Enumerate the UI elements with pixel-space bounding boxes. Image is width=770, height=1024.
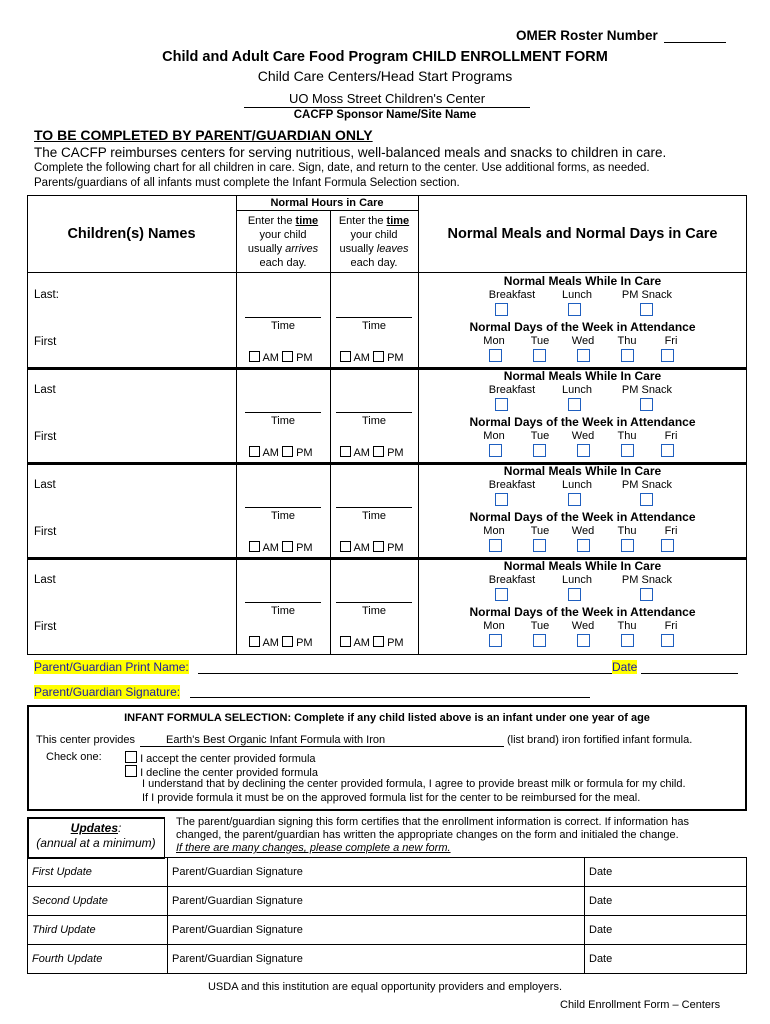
day-label: Mon xyxy=(483,620,505,632)
meals-title: Normal Meals While In Care xyxy=(503,464,662,478)
arrive-pm-checkbox[interactable] xyxy=(282,351,293,362)
site-name-field[interactable]: UO Moss Street Children's Center xyxy=(244,91,530,108)
day-label: Fri xyxy=(664,335,678,347)
brand-suffix: (list brand) iron fortified infant formula. xyxy=(507,734,693,746)
arrive-pm-checkbox[interactable] xyxy=(282,636,293,647)
arrive-time-label: Time xyxy=(270,605,296,617)
arrive-am-checkbox[interactable] xyxy=(249,351,260,362)
meal-label: PM Snack xyxy=(621,289,673,301)
day-label: Fri xyxy=(664,620,678,632)
meal-label: Lunch xyxy=(562,384,592,396)
meal-checkbox[interactable] xyxy=(568,588,581,601)
parent-signature-field[interactable] xyxy=(190,697,590,698)
date-field[interactable] xyxy=(641,673,738,674)
day-label: Mon xyxy=(483,525,505,537)
child-last-label: Last xyxy=(34,384,56,396)
arrive-time-field[interactable] xyxy=(245,507,321,508)
day-checkbox[interactable] xyxy=(661,539,674,552)
meal-label: Breakfast xyxy=(488,289,536,301)
leave-am-checkbox[interactable] xyxy=(340,541,351,552)
arrive-pm-checkbox[interactable] xyxy=(282,541,293,552)
child-last-label: Last xyxy=(34,479,56,491)
arrive-time-field[interactable] xyxy=(245,412,321,413)
meal-checkbox[interactable] xyxy=(640,493,653,506)
infant-formula-title: INFANT FORMULA SELECTION: Complete if any child listed above is an infant under one year of age xyxy=(124,712,650,724)
day-checkbox[interactable] xyxy=(577,634,590,647)
leave-ampm: AM PM xyxy=(340,636,404,649)
day-checkbox[interactable] xyxy=(489,444,502,457)
leave-am-checkbox[interactable] xyxy=(340,636,351,647)
leave-ampm: AM PM xyxy=(340,541,404,554)
day-label: Mon xyxy=(483,430,505,442)
days-title: Normal Days of the Week in Attendance xyxy=(469,605,696,619)
arrive-ampm: AM PM xyxy=(249,351,313,364)
meal-label: Breakfast xyxy=(488,574,536,586)
day-checkbox[interactable] xyxy=(489,539,502,552)
update-label: Third Update xyxy=(28,916,168,945)
omer-roster-field[interactable] xyxy=(664,42,726,43)
day-checkbox[interactable] xyxy=(489,634,502,647)
arrive-am-checkbox[interactable] xyxy=(249,636,260,647)
children-names-header: Children(s) Names xyxy=(67,226,196,242)
day-label: Tue xyxy=(530,620,550,632)
leave-instructions: Enter the time your child usually leaves each day. xyxy=(338,215,410,269)
day-checkbox[interactable] xyxy=(577,444,590,457)
meal-label: Breakfast xyxy=(488,384,536,396)
site-name-label: CACFP Sponsor Name/Site Name xyxy=(293,109,477,121)
day-label: Tue xyxy=(530,430,550,442)
arrive-time-field[interactable] xyxy=(245,602,321,603)
child-first-label: First xyxy=(34,526,57,538)
meals-days-header: Normal Meals and Normal Days in Care xyxy=(447,226,718,242)
arrive-am-checkbox[interactable] xyxy=(249,541,260,552)
arrive-time-label: Time xyxy=(270,320,296,332)
arrive-pm-checkbox[interactable] xyxy=(282,446,293,457)
parent-print-row xyxy=(34,660,189,674)
leave-pm-checkbox[interactable] xyxy=(373,636,384,647)
meal-checkbox[interactable] xyxy=(568,303,581,316)
equal-opportunity-text: USDA and this institution are equal opportunity providers and employers. xyxy=(207,981,563,993)
meals-title: Normal Meals While In Care xyxy=(503,369,662,383)
day-checkbox[interactable] xyxy=(661,349,674,362)
meal-label: Breakfast xyxy=(488,479,536,491)
meal-label: PM Snack xyxy=(621,574,673,586)
meal-checkbox[interactable] xyxy=(640,588,653,601)
day-checkbox[interactable] xyxy=(577,349,590,362)
leave-time-field[interactable] xyxy=(336,602,412,603)
meals-title: Normal Meals While In Care xyxy=(503,274,662,288)
updates-title: Updates: (annual at a minimum) xyxy=(36,821,156,850)
update-date-cell[interactable]: Date xyxy=(585,945,747,974)
update-label: First Update xyxy=(28,858,168,887)
update-label: Fourth Update xyxy=(28,945,168,974)
child-last-label: Last xyxy=(34,574,56,586)
meal-checkbox[interactable] xyxy=(495,303,508,316)
leave-time-field[interactable] xyxy=(336,412,412,413)
day-label: Wed xyxy=(571,335,595,347)
date-label: Date xyxy=(612,660,638,674)
arrive-time-field[interactable] xyxy=(245,317,321,318)
accept-checkbox[interactable] xyxy=(125,751,137,763)
leave-time-label: Time xyxy=(361,320,387,332)
update-date-cell[interactable]: Date xyxy=(585,916,747,945)
form-subtitle: Child Care Centers/Head Start Programs xyxy=(257,68,513,84)
decline-formula-option[interactable]: I decline the center provided formula xyxy=(125,765,318,779)
update-date-cell[interactable]: Date xyxy=(585,887,747,916)
meal-label: Lunch xyxy=(562,479,592,491)
parent-only-heading: TO BE COMPLETED BY PARENT/GUARDIAN ONLY xyxy=(34,127,373,143)
day-label: Thu xyxy=(617,335,637,347)
day-checkbox[interactable] xyxy=(533,444,546,457)
leave-time-field[interactable] xyxy=(336,317,412,318)
hours-header: Normal Hours in Care xyxy=(270,197,384,209)
day-checkbox[interactable] xyxy=(533,634,546,647)
arrive-instructions: Enter the time your child usually arrives each day. xyxy=(247,215,319,269)
days-title: Normal Days of the Week in Attendance xyxy=(469,320,696,334)
update-row xyxy=(28,916,747,945)
day-label: Thu xyxy=(617,430,637,442)
leave-am-checkbox[interactable] xyxy=(340,446,351,457)
meal-label: PM Snack xyxy=(621,384,673,396)
meal-checkbox[interactable] xyxy=(568,493,581,506)
omer-roster-label: OMER Roster Number xyxy=(516,28,658,43)
day-checkbox[interactable] xyxy=(661,444,674,457)
update-label: Second Update xyxy=(28,887,168,916)
meal-checkbox[interactable] xyxy=(495,588,508,601)
parent-signature-row xyxy=(34,685,180,699)
meal-label: Lunch xyxy=(562,574,592,586)
meal-checkbox[interactable] xyxy=(640,398,653,411)
day-checkbox[interactable] xyxy=(621,349,634,362)
parent-print-field[interactable] xyxy=(198,673,612,674)
days-title: Normal Days of the Week in Attendance xyxy=(469,415,696,429)
child-first-label: First xyxy=(34,336,57,348)
day-checkbox[interactable] xyxy=(621,444,634,457)
update-signature-cell[interactable]: Parent/Guardian Signature xyxy=(168,916,585,945)
day-checkbox[interactable] xyxy=(533,349,546,362)
day-checkbox[interactable] xyxy=(621,634,634,647)
provides-row: This center provides xyxy=(36,734,136,746)
parent-signature-label: Parent/Guardian Signature: xyxy=(34,685,181,699)
day-label: Wed xyxy=(571,430,595,442)
day-label: Fri xyxy=(664,430,678,442)
meal-label: PM Snack xyxy=(621,479,673,491)
child-last-label: Last: xyxy=(34,289,59,301)
update-row xyxy=(28,945,747,974)
day-checkbox[interactable] xyxy=(489,349,502,362)
day-checkbox[interactable] xyxy=(661,634,674,647)
updates-table xyxy=(27,857,747,974)
leave-pm-checkbox[interactable] xyxy=(373,541,384,552)
leave-am-checkbox[interactable] xyxy=(340,351,351,362)
leave-time-label: Time xyxy=(361,510,387,522)
arrive-ampm: AM PM xyxy=(249,446,313,459)
day-label: Fri xyxy=(664,525,678,537)
leave-pm-checkbox[interactable] xyxy=(373,446,384,457)
arrive-time-label: Time xyxy=(270,415,296,427)
accept-formula-option[interactable]: I accept the center provided formula xyxy=(125,751,316,765)
leave-time-label: Time xyxy=(361,415,387,427)
intro-line-2: Complete the following chart for all children in care. Sign, date, and return to the center. Use additional forms, as needed. xyxy=(34,162,650,174)
update-date-cell[interactable]: Date xyxy=(585,858,747,887)
meal-checkbox[interactable] xyxy=(640,303,653,316)
intro-line-3: Parents/guardians of all infants must complete the Infant Formula Selection section. xyxy=(34,177,460,189)
update-row xyxy=(28,887,747,916)
day-label: Tue xyxy=(530,525,550,537)
arrive-ampm: AM PM xyxy=(249,541,313,554)
meal-checkbox[interactable] xyxy=(495,493,508,506)
arrive-am-checkbox[interactable] xyxy=(249,446,260,457)
arrive-ampm: AM PM xyxy=(249,636,313,649)
day-checkbox[interactable] xyxy=(621,539,634,552)
child-first-label: First xyxy=(34,431,57,443)
leave-pm-checkbox[interactable] xyxy=(373,351,384,362)
leave-time-label: Time xyxy=(361,605,387,617)
parent-print-label: Parent/Guardian Print Name: xyxy=(34,660,189,674)
meals-title: Normal Meals While In Care xyxy=(503,559,662,573)
meal-checkbox[interactable] xyxy=(495,398,508,411)
decline-checkbox[interactable] xyxy=(125,765,137,777)
day-checkbox[interactable] xyxy=(577,539,590,552)
day-label: Wed xyxy=(571,525,595,537)
intro-line-1: The CACFP reimburses centers for serving nutritious, well-balanced meals and snacks to children in care. xyxy=(34,145,667,160)
update-signature-cell[interactable]: Parent/Guardian Signature xyxy=(168,887,585,916)
day-label: Thu xyxy=(617,525,637,537)
child-first-label: First xyxy=(34,621,57,633)
leave-time-field[interactable] xyxy=(336,507,412,508)
decline-understanding-2: If I provide formula it must be on the approved formula list for the center to be reimbursed for the meal. xyxy=(142,792,641,804)
days-title: Normal Days of the Week in Attendance xyxy=(469,510,696,524)
leave-ampm: AM PM xyxy=(340,351,404,364)
day-label: Wed xyxy=(571,620,595,632)
formula-brand-field[interactable]: Earth's Best Organic Infant Formula with Iron xyxy=(140,734,504,747)
arrive-time-label: Time xyxy=(270,510,296,522)
certification-text: The parent/guardian signing this form certifies that the enrollment information is correct. If information has changed, the parent/guardian has written the appropriate changes on the form and initialed the change. If there are many changes, please complete a new form. xyxy=(176,816,689,854)
check-one-label: Check one: xyxy=(46,751,102,763)
form-footer-name: Child Enrollment Form – Centers xyxy=(560,999,721,1011)
update-signature-cell[interactable]: Parent/Guardian Signature xyxy=(168,858,585,887)
day-label: Thu xyxy=(617,620,637,632)
day-label: Mon xyxy=(483,335,505,347)
update-signature-cell[interactable]: Parent/Guardian Signature xyxy=(168,945,585,974)
decline-understanding-1: I understand that by declining the center provided formula, I agree to provide breast milk or formula for my child. xyxy=(142,778,686,790)
day-label: Tue xyxy=(530,335,550,347)
meal-checkbox[interactable] xyxy=(568,398,581,411)
day-checkbox[interactable] xyxy=(533,539,546,552)
form-title: Child and Adult Care Food Program CHILD ENROLLMENT FORM xyxy=(162,49,608,65)
leave-ampm: AM PM xyxy=(340,446,404,459)
update-row xyxy=(28,858,747,887)
meal-label: Lunch xyxy=(562,289,592,301)
